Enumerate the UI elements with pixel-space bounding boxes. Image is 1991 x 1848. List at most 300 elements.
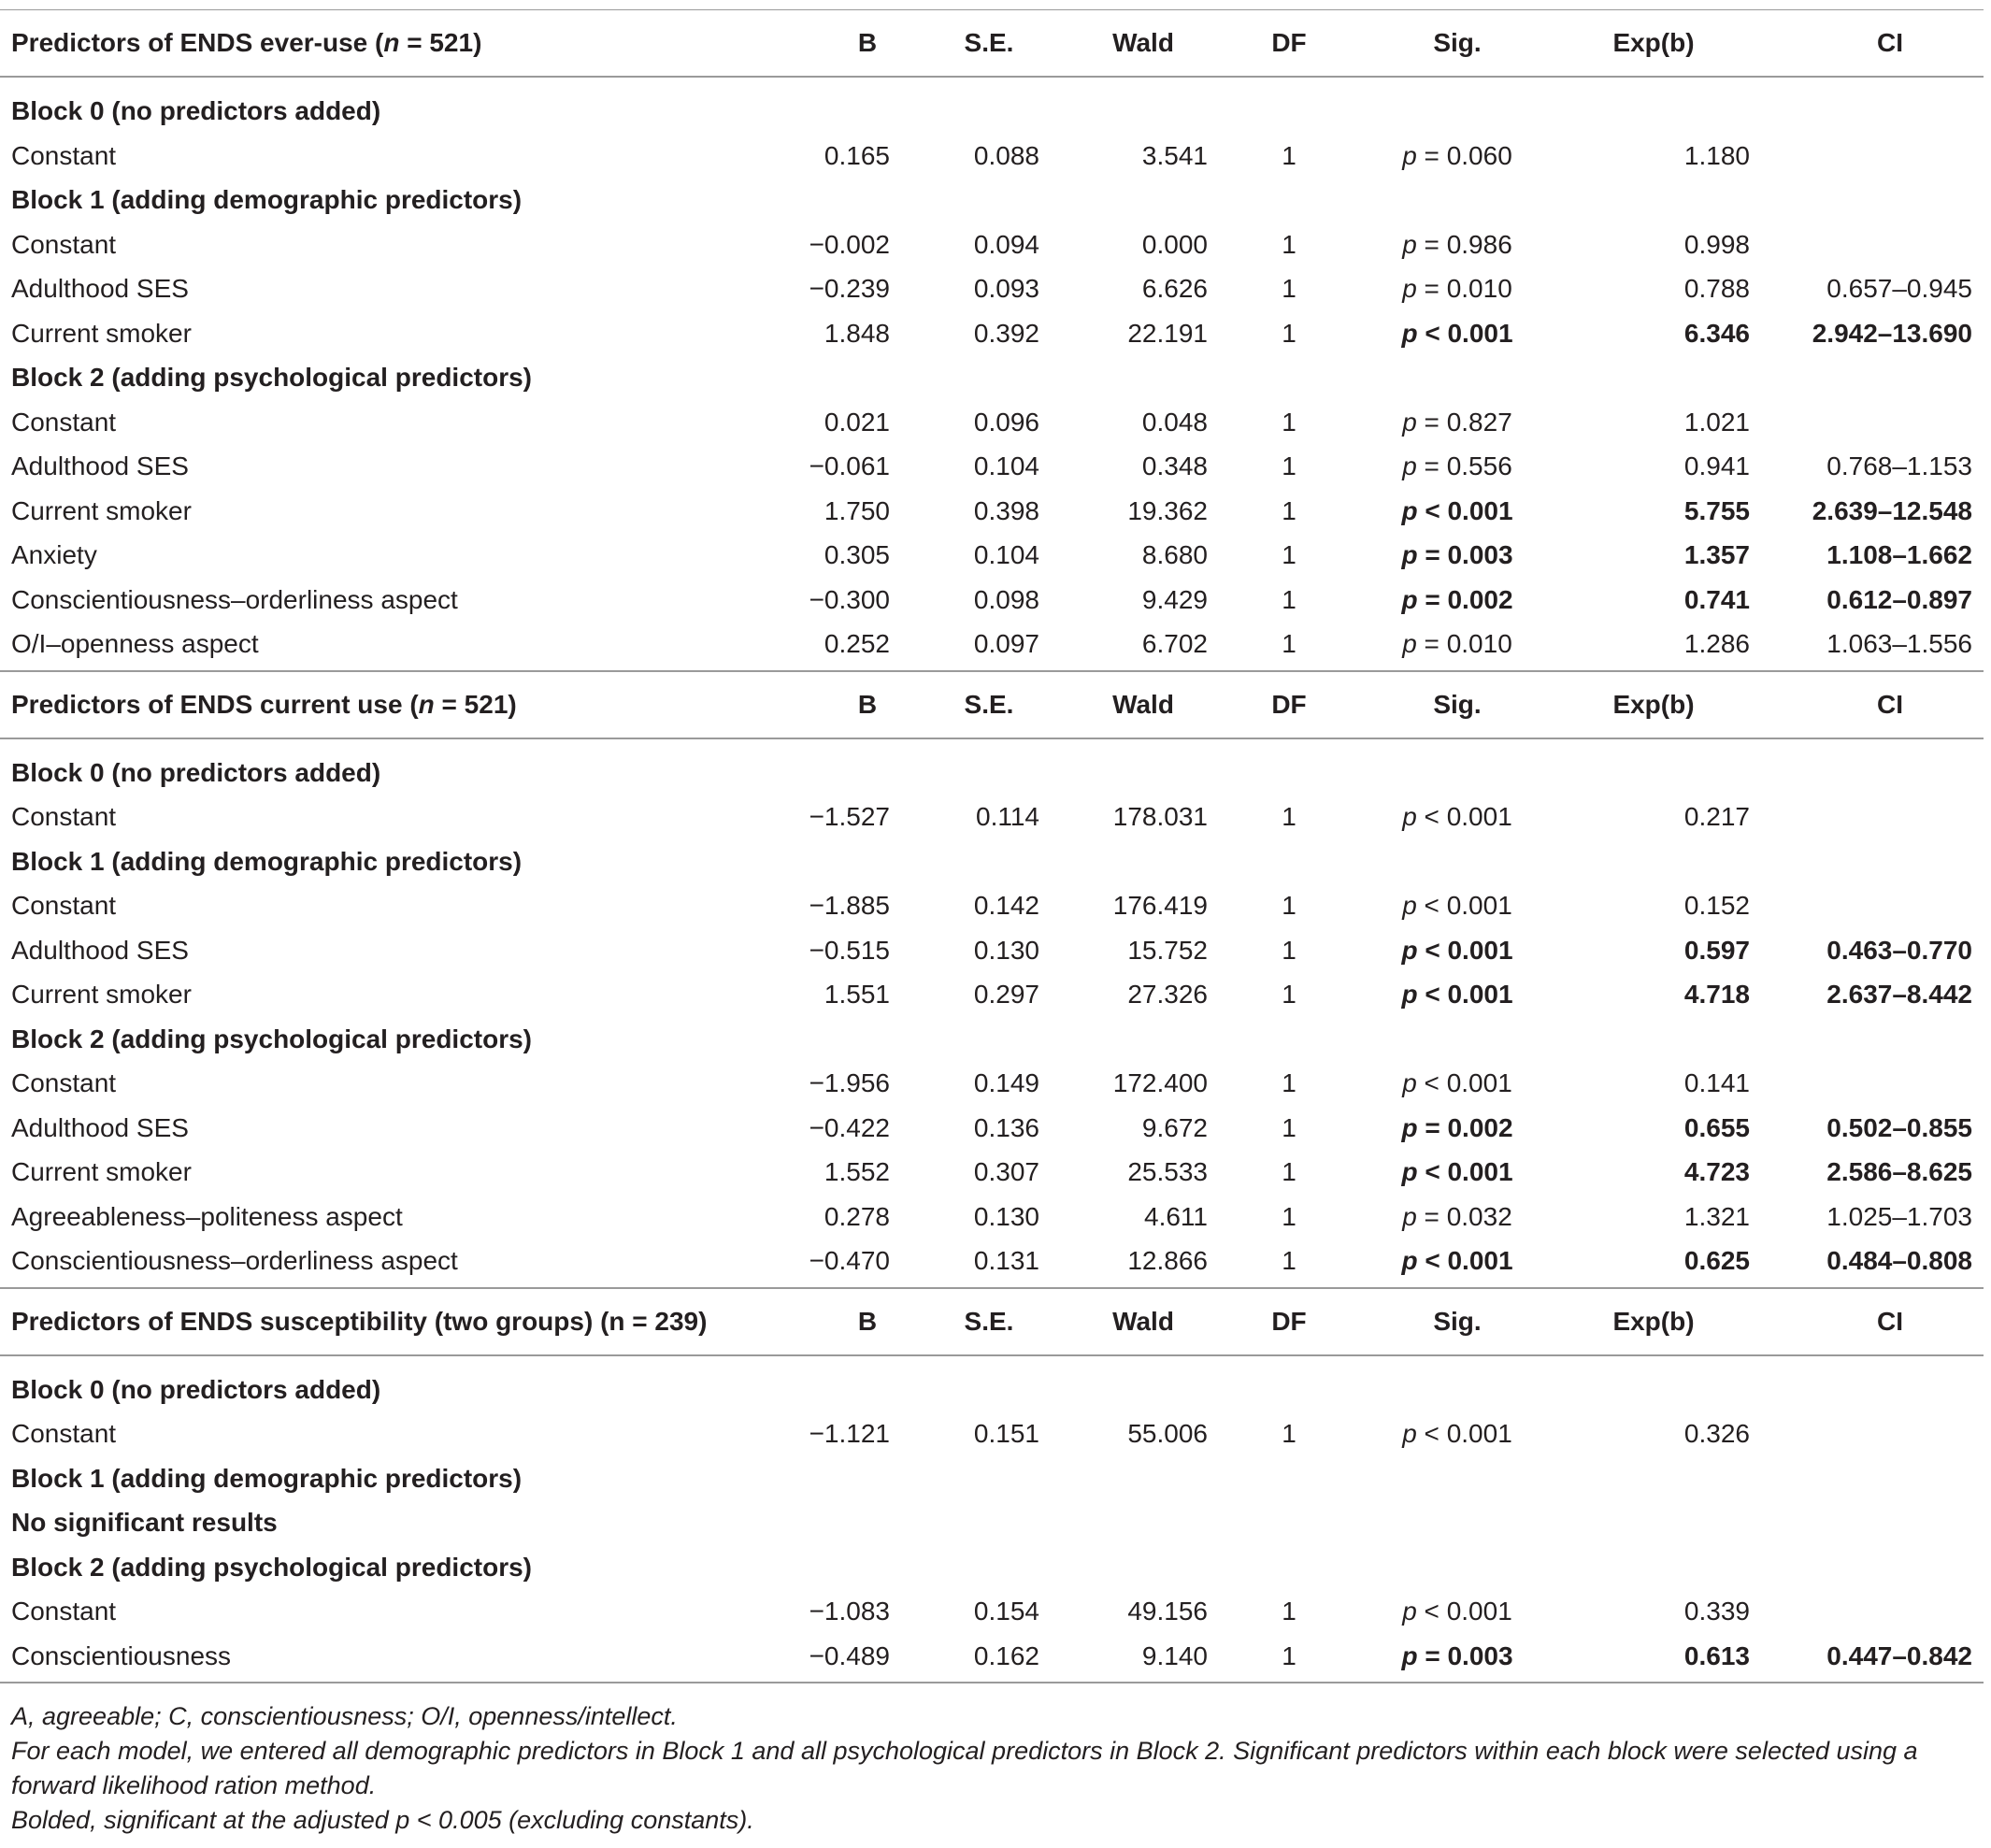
cell-se: 0.297 [973,980,1039,1009]
cell-sig [1359,1150,1555,1195]
p-value: 0.032 [1446,1201,1512,1231]
cell-wald: 3.541 [1141,140,1208,170]
cell-wald: 8.680 [1141,540,1208,569]
table-row [0,795,1984,839]
block-label: Block 0 (no predictors added) [11,757,381,787]
predictor-label: Constant [11,140,117,170]
cell-exp: 0.941 [1683,451,1750,480]
predictor-label: Current smoker [11,318,192,348]
p-operator: = [1417,540,1448,569]
cell-df: 1 [1282,1597,1296,1626]
cell-b: −1.527 [809,802,890,831]
cell-wald: 9.429 [1141,584,1208,614]
cell-wald: 15.752 [1127,935,1208,965]
cell-sig [1359,489,1555,534]
cell-df: 1 [1282,1157,1296,1186]
cell-exp: 0.655 [1683,1112,1750,1142]
cell-wald: 49.156 [1127,1597,1208,1626]
cell-sig [1359,1106,1555,1151]
cell-exp: 6.346 [1683,318,1750,348]
cell-se: 0.114 [976,802,1039,831]
cell-ci: 1.063–1.556 [1761,622,1984,671]
cell-wald: 0.048 [1141,407,1208,437]
predictor-label: Constant [11,891,117,920]
cell-se: 0.162 [901,1634,1051,1683]
p-value: 0.001 [1446,1419,1512,1448]
column-header-b: B [789,1288,901,1355]
table-row [0,972,1984,1017]
table-row [0,1589,1984,1634]
table-row [0,1411,1984,1456]
p-operator: < [1416,891,1447,920]
cell-sig [1359,1634,1555,1683]
p-value: 0.001 [1446,1068,1512,1097]
column-header-sig: Sig. [1359,10,1555,78]
cell-b: −0.515 [809,935,890,965]
cell-sig [1359,222,1555,267]
cell-exp: 0.998 [1683,229,1750,259]
spacer-row [0,738,1984,751]
cell-exp: 5.755 [1683,495,1750,525]
cell-b: 0.278 [824,1201,890,1231]
p-value: 0.010 [1446,629,1512,658]
cell-b: −0.239 [809,274,890,303]
p-operator: = [1416,451,1447,480]
table-row [0,1106,1984,1151]
cell-df: 1 [1282,451,1296,480]
p-symbol: p [1401,540,1418,569]
cell-se: 0.088 [973,140,1039,170]
cell-exp: 0.788 [1683,274,1750,303]
column-header-exp: Exp(b) [1555,671,1761,738]
cell-df: 1 [1282,1419,1296,1448]
p-value: 0.002 [1447,1112,1513,1142]
cell-sig [1359,311,1555,356]
cell-se: 0.096 [973,407,1039,437]
cell-df: 1 [1282,407,1296,437]
cell-b: 0.252 [789,622,901,671]
p-value: 0.001 [1447,1246,1513,1275]
cell-se: 0.104 [973,451,1039,480]
predictor-label: Conscientiousness–orderliness aspect [0,1239,789,1288]
block-row [0,1545,1984,1590]
block-label: Block 1 (adding demographic predictors) [11,1463,523,1493]
cell-ci: 1.025–1.703 [1826,1201,1972,1231]
p-value: 0.001 [1447,980,1513,1009]
cell-wald: 9.140 [1051,1634,1219,1683]
p-symbol: p [1401,1246,1418,1275]
cell-df: 1 [1282,891,1296,920]
cell-df: 1 [1282,584,1296,614]
column-header-wald: Wald [1051,671,1219,738]
table-row [0,1634,1984,1683]
cell-df: 1 [1219,1239,1359,1288]
section-title [0,10,789,78]
cell-exp: 1.321 [1683,1201,1750,1231]
p-value: 0.001 [1446,891,1512,920]
predictor-label: Agreeableness–politeness aspect [11,1201,403,1231]
cell-df: 1 [1282,1112,1296,1142]
predictor-label: Constant [11,1597,117,1626]
cell-wald: 0.000 [1141,229,1208,259]
p-symbol: p [1402,629,1417,658]
spacer-row [0,77,1984,89]
block-label: Block 2 (adding psychological predictors) [11,1552,532,1582]
column-header-se: S.E. [901,1288,1051,1355]
cell-df: 1 [1282,935,1296,965]
block-note: No significant results [11,1508,278,1537]
cell-df: 1 [1282,229,1296,259]
p-value: 0.001 [1447,495,1513,525]
cell-ci: 0.484–0.808 [1761,1239,1984,1288]
cell-sig [1359,134,1555,179]
p-symbol: p [1402,274,1417,303]
cell-sig [1359,1239,1555,1288]
table-row [0,1150,1984,1195]
cell-se: 0.094 [973,229,1039,259]
p-symbol: p [1402,407,1417,437]
table-row [0,883,1984,928]
table-row [0,1061,1984,1106]
cell-ci: 0.612–0.897 [1826,584,1972,614]
footnote-abbreviations: A, agreeable; C, conscientiousness; O/I, openness/intellect. [11,1702,678,1730]
footnote-method: For each model, we entered all demographic predictors in Block 1 and all psychological predictors in Block 2. Significant predictors within each block were selected using a forward likelihood ration method. [11,1737,1918,1799]
cell-ci [1761,1589,1984,1634]
table-row [0,400,1984,445]
cell-se: 0.142 [973,891,1039,920]
cell-df: 1 [1282,1201,1296,1231]
cell-sig [1359,400,1555,445]
block-label: Block 2 (adding psychological predictors) [11,363,532,392]
cell-ci: 2.586–8.625 [1826,1157,1972,1186]
cell-b: 0.165 [824,140,890,170]
column-header-b: B [789,10,901,78]
cell-se: 0.151 [973,1419,1039,1448]
table-row [0,134,1984,179]
block-row [0,1017,1984,1062]
cell-ci: 2.942–13.690 [1812,318,1972,348]
block-row [0,839,1984,884]
cell-b: −1.885 [809,891,890,920]
p-operator: = [1416,1201,1447,1231]
cell-wald: 176.419 [1112,891,1208,920]
column-header-b: B [789,671,901,738]
cell-b: 0.021 [824,407,890,437]
cell-ci [1761,400,1984,445]
cell-exp: 0.326 [1683,1419,1750,1448]
p-operator: < [1416,1068,1447,1097]
section-title-suffix: = 521) [434,689,517,719]
cell-se: 0.093 [973,274,1039,303]
p-operator: < [1417,318,1448,348]
cell-df: 1 [1282,495,1296,525]
p-symbol: p [1402,891,1417,920]
section-title-suffix: = 521) [399,28,482,57]
cell-b: −0.422 [809,1112,890,1142]
cell-exp: 0.339 [1683,1597,1750,1626]
cell-exp: 0.597 [1683,935,1750,965]
cell-sig [1359,622,1555,671]
p-operator: < [1417,495,1448,525]
p-value: 0.827 [1446,407,1512,437]
table-body [0,10,1984,1683]
cell-df: 1 [1282,318,1296,348]
cell-sig [1359,928,1555,973]
predictor-label: Current smoker [11,1157,192,1186]
cell-wald: 6.626 [1141,274,1208,303]
block-note-row [0,1500,1984,1545]
cell-b: −1.083 [809,1597,890,1626]
column-header-exp: Exp(b) [1555,10,1761,78]
table-row [0,311,1984,356]
p-symbol: p [1401,495,1418,525]
cell-ci: 2.637–8.442 [1826,980,1972,1009]
cell-wald: 4.611 [1144,1201,1208,1231]
cell-sig [1359,883,1555,928]
column-header-ci: CI [1761,671,1984,738]
p-symbol: p [1402,1201,1417,1231]
p-value: 0.003 [1447,1640,1513,1670]
cell-ci [1761,1061,1984,1106]
cell-se: 0.097 [901,622,1051,671]
cell-wald: 27.326 [1127,980,1208,1009]
table-footnotes [11,1699,1984,1838]
predictor-label: Anxiety [11,540,97,569]
p-symbol: p [1401,1157,1418,1186]
section-title-prefix: Predictors of ENDS ever-use ( [11,28,384,57]
p-value: 0.010 [1446,274,1512,303]
cell-ci [1761,883,1984,928]
cell-b: −0.300 [809,584,890,614]
cell-exp: 4.723 [1683,1157,1750,1186]
predictor-label: Constant [11,1419,117,1448]
cell-se: 0.104 [973,540,1039,569]
p-value: 0.003 [1447,540,1513,569]
table-row [0,489,1984,534]
cell-wald: 25.533 [1127,1157,1208,1186]
cell-sig [1359,578,1555,623]
p-symbol: p [1402,1597,1417,1626]
section-header-row [0,671,1984,738]
p-symbol: p [1401,584,1418,614]
p-operator: = [1417,584,1448,614]
p-operator: < [1417,935,1448,965]
p-operator: < [1416,1597,1447,1626]
section-title [0,1288,789,1355]
cell-sig [1359,1411,1555,1456]
column-header-wald: Wald [1051,10,1219,78]
predictor-label: Conscientiousness [0,1634,789,1683]
cell-b: 1.552 [824,1157,890,1186]
p-operator: < [1416,802,1447,831]
predictor-label: Adulthood SES [11,451,189,480]
cell-exp: 4.718 [1683,980,1750,1009]
cell-se: 0.149 [973,1068,1039,1097]
predictor-label: Adulthood SES [11,274,189,303]
section-header-row [0,10,1984,78]
p-value: 0.556 [1446,451,1512,480]
predictor-label: Adulthood SES [11,1112,189,1142]
cell-wald: 19.362 [1127,495,1208,525]
spacer-cell [0,77,1984,89]
table-row [0,444,1984,489]
cell-exp: 0.152 [1683,891,1750,920]
predictor-label: Constant [11,407,117,437]
predictor-label: Constant [11,1068,117,1097]
cell-wald: 6.702 [1051,622,1219,671]
cell-exp: 1.180 [1683,140,1750,170]
cell-exp: 0.613 [1555,1634,1761,1683]
column-header-sig: Sig. [1359,1288,1555,1355]
predictor-label: Constant [11,802,117,831]
predictor-label: Current smoker [11,495,192,525]
cell-ci: 0.502–0.855 [1826,1112,1972,1142]
cell-df: 1 [1282,1068,1296,1097]
cell-b: 1.848 [824,318,890,348]
p-value: 0.001 [1446,1597,1512,1626]
column-header-se: S.E. [901,10,1051,78]
spacer-cell [0,1355,1984,1368]
block-label: Block 1 (adding demographic predictors) [11,846,523,876]
p-operator: = [1416,229,1447,259]
table-row [0,928,1984,973]
cell-exp: 1.286 [1555,622,1761,671]
cell-sig [1359,795,1555,839]
cell-exp: 0.217 [1683,802,1750,831]
predictor-label: Adulthood SES [11,935,189,965]
table-row [0,222,1984,267]
p-operator: < [1417,1246,1448,1275]
cell-ci: 0.463–0.770 [1826,935,1972,965]
table-row [0,533,1984,578]
predictor-label: Current smoker [11,980,192,1009]
cell-se: 0.154 [973,1597,1039,1626]
cell-df: 1 [1282,274,1296,303]
p-symbol: p [1402,1419,1417,1448]
column-header-se: S.E. [901,671,1051,738]
block-row [0,1456,1984,1501]
column-header-df: DF [1219,1288,1359,1355]
block-label: Block 1 (adding demographic predictors) [11,185,523,214]
column-header-df: DF [1219,10,1359,78]
p-symbol: p [1402,229,1417,259]
section-title-prefix: Predictors of ENDS current use ( [11,689,419,719]
cell-wald: 178.031 [1112,802,1208,831]
p-operator: < [1417,1157,1448,1186]
column-header-ci: CI [1761,10,1984,78]
cell-b: −0.489 [789,1634,901,1683]
p-value: 0.001 [1447,318,1513,348]
block-label: Block 0 (no predictors added) [11,1374,381,1404]
cell-wald: 12.866 [1051,1239,1219,1288]
section-header-row [0,1288,1984,1355]
cell-ci [1761,1411,1984,1456]
cell-wald: 9.672 [1141,1112,1208,1142]
cell-se: 0.392 [973,318,1039,348]
cell-exp: 1.357 [1683,540,1750,569]
cell-b: 0.305 [824,540,890,569]
cell-exp: 1.021 [1683,407,1750,437]
cell-se: 0.307 [973,1157,1039,1186]
table-row [0,1239,1984,1288]
cell-ci: 2.639–12.548 [1812,495,1972,525]
section-title-prefix: Predictors of ENDS susceptibility (two groups) (n = 239) [11,1306,708,1336]
cell-wald: 55.006 [1127,1419,1208,1448]
cell-wald: 172.400 [1112,1068,1208,1097]
footnote-bold-meaning: Bolded, significant at the adjusted p < 0.005 (excluding constants). [11,1806,754,1834]
cell-ci: 0.447–0.842 [1761,1634,1984,1683]
column-header-exp: Exp(b) [1555,1288,1761,1355]
cell-b: −0.002 [809,229,890,259]
regression-table [0,9,1984,1683]
p-operator: = [1416,629,1447,658]
cell-se: 0.098 [973,584,1039,614]
column-header-wald: Wald [1051,1288,1219,1355]
p-symbol: p [1401,1640,1418,1670]
block-row [0,89,1984,134]
p-value: 0.060 [1446,140,1512,170]
predictor-label: O/I–openness aspect [0,622,789,671]
column-header-sig: Sig. [1359,671,1555,738]
p-symbol: p [1402,451,1417,480]
cell-wald: 0.348 [1141,451,1208,480]
section-title-n: n [383,28,400,57]
column-header-df: DF [1219,671,1359,738]
cell-df: 1 [1219,622,1359,671]
block-row [0,751,1984,795]
cell-b: −1.956 [809,1068,890,1097]
spacer-row [0,1355,1984,1368]
block-label: Block 0 (no predictors added) [11,96,381,125]
cell-exp: 0.141 [1683,1068,1750,1097]
p-symbol: p [1402,802,1417,831]
cell-se: 0.136 [973,1112,1039,1142]
cell-b: −0.061 [809,451,890,480]
cell-b: −0.470 [789,1239,901,1288]
p-operator: = [1416,140,1447,170]
cell-sig [1359,972,1555,1017]
cell-df: 1 [1282,980,1296,1009]
p-symbol: p [1401,935,1418,965]
cell-sig [1359,266,1555,311]
cell-wald: 22.191 [1127,318,1208,348]
p-operator: = [1417,1640,1448,1670]
cell-exp: 0.741 [1683,584,1750,614]
section-title [0,671,789,738]
p-symbol: p [1402,140,1417,170]
spacer-cell [0,738,1984,751]
cell-ci [1761,222,1984,267]
p-symbol: p [1402,1068,1417,1097]
cell-b: 1.750 [824,495,890,525]
table-row [0,266,1984,311]
cell-sig [1359,1195,1555,1239]
cell-sig [1359,533,1555,578]
section-title-n: n [418,689,435,719]
cell-df: 1 [1282,802,1296,831]
table-row [0,1195,1984,1239]
cell-se: 0.130 [973,935,1039,965]
cell-ci: 1.108–1.662 [1826,540,1972,569]
cell-ci: 0.768–1.153 [1826,451,1972,480]
predictor-label: Constant [11,229,117,259]
cell-b: 1.551 [824,980,890,1009]
table-row [0,578,1984,623]
block-row [0,355,1984,400]
table-row [0,622,1984,671]
block-row [0,178,1984,222]
block-label: Block 2 (adding psychological predictors) [11,1024,532,1053]
